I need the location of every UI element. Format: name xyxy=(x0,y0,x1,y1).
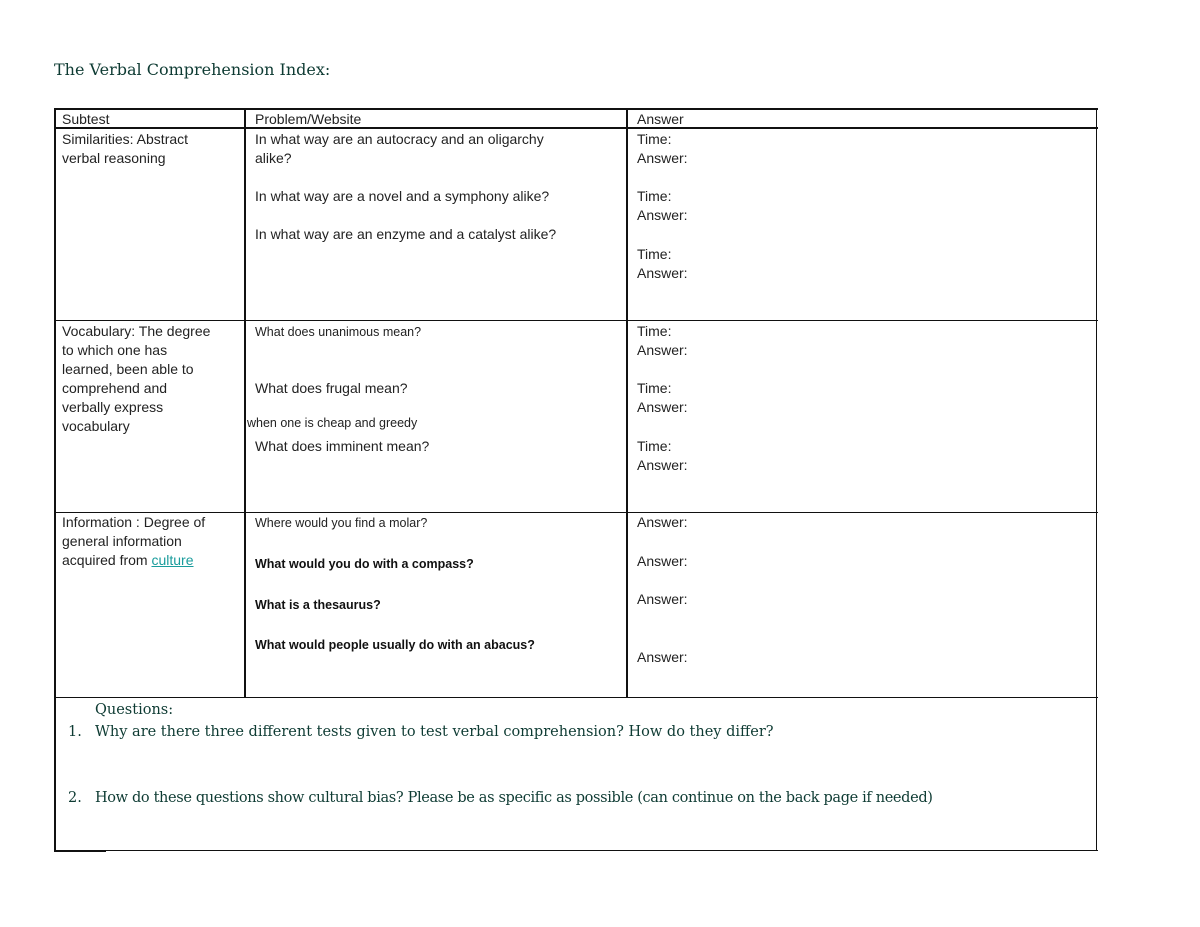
culture-link[interactable]: culture xyxy=(151,552,194,568)
answer-label: Answer: xyxy=(637,150,688,166)
table-border xyxy=(626,108,628,698)
subtest-label: verbal reasoning xyxy=(62,150,166,166)
table-border xyxy=(54,320,1098,321)
subtest-label: Vocabulary: The degree xyxy=(62,323,211,339)
answer-label: Answer: xyxy=(637,591,688,607)
problem-text: Where would you find a molar? xyxy=(255,516,428,530)
table-border xyxy=(54,108,56,852)
time-label: Time: xyxy=(637,323,672,339)
time-label: Time: xyxy=(637,188,672,204)
answer-label: Answer: xyxy=(637,265,688,281)
table-border xyxy=(54,850,1098,851)
answer-label: Answer: xyxy=(637,514,688,530)
answer-label: Answer: xyxy=(637,553,688,569)
answer-label: Answer: xyxy=(637,207,688,223)
problem-text: What does unanimous mean? xyxy=(255,325,422,339)
time-label: Time: xyxy=(637,131,672,147)
subtest-label: general information xyxy=(62,533,182,549)
problem-text: alike? xyxy=(255,150,292,166)
subtest-label: comprehend and xyxy=(62,380,168,396)
answer-label: Answer: xyxy=(637,649,688,665)
question-text: How do these questions show cultural bias? Please be as specific as possible (can continue on the back page if needed) xyxy=(95,790,933,806)
answer-label: Answer: xyxy=(637,399,688,415)
time-label: Time: xyxy=(637,380,672,396)
problem-text: In what way are an enzyme and a catalyst alike? xyxy=(255,226,557,242)
problem-text: What would people usually do with an abacus? xyxy=(255,638,535,652)
questions-heading: Questions: xyxy=(95,702,174,718)
header-answer: Answer xyxy=(637,111,684,127)
answer-label: Answer: xyxy=(637,457,688,473)
problem-text: In what way are an autocracy and an oligarchy xyxy=(255,131,544,147)
problem-text: What does imminent mean? xyxy=(255,438,430,454)
subtest-label: learned, been able to xyxy=(62,361,194,377)
subtest-label-text: acquired from xyxy=(62,552,152,568)
subtest-label: Information : Degree of xyxy=(62,514,206,530)
table-border xyxy=(54,108,1098,110)
page-title: The Verbal Comprehension Index: xyxy=(54,60,331,79)
time-label: Time: xyxy=(637,438,672,454)
table-border xyxy=(244,108,246,698)
subtest-label: verbally express xyxy=(62,399,164,415)
header-subtest: Subtest xyxy=(62,111,110,127)
header-problem: Problem/Website xyxy=(255,111,362,127)
question-number: 1. xyxy=(68,724,82,740)
student-answer-text: when one is cheap and greedy xyxy=(247,416,418,430)
question-number: 2. xyxy=(68,790,82,806)
table-border xyxy=(54,127,1098,129)
table-border xyxy=(54,512,1098,513)
time-label: Time: xyxy=(637,246,672,262)
table-border xyxy=(54,850,106,852)
problem-text: What is a thesaurus? xyxy=(255,598,381,612)
problem-text: In what way are a novel and a symphony alike? xyxy=(255,188,550,204)
table-border xyxy=(1096,108,1097,851)
subtest-label xyxy=(62,551,194,570)
subtest-label: to which one has xyxy=(62,342,168,358)
problem-text: What would you do with a compass? xyxy=(255,557,474,571)
subtest-label: vocabulary xyxy=(62,418,130,434)
answer-label: Answer: xyxy=(637,342,688,358)
problem-text: What does frugal mean? xyxy=(255,380,408,396)
table-border xyxy=(54,697,1098,698)
subtest-label: Similarities: Abstract xyxy=(62,131,189,147)
question-text: Why are there three different tests given to test verbal comprehension? How do they differ? xyxy=(95,724,774,740)
